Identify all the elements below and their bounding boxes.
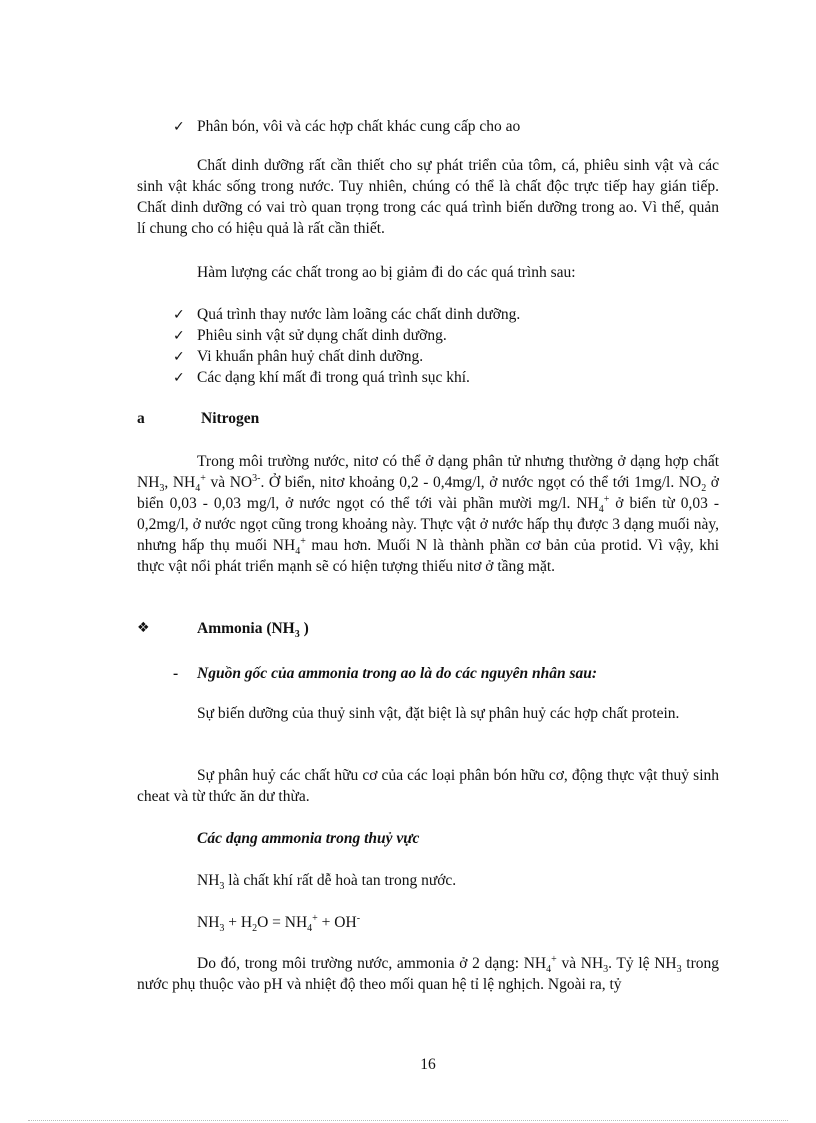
process-item bbox=[173, 346, 423, 368]
decrease-intro: Hàm lượng các chất trong ao bị giảm đi do các quá trình sau: bbox=[197, 264, 576, 281]
origin-paragraph-1: Sự biến dưỡng của thuỷ sinh vật, đặt biệt là sự phân huỷ các hợp chất protein. bbox=[197, 705, 680, 722]
forms-heading: Các dạng ammonia trong thuỷ vực bbox=[197, 830, 420, 847]
page-number: 16 bbox=[420, 1056, 436, 1073]
nitrogen-paragraph: Trong môi trường nước, nitơ có thể ở dạng phân tử nhưng thường ở dạng hợp chất $NH_3$, $NH_4^+$ và $NO^{3-}$. Ở biển, nitơ khoảng 0,2 - 0,4mg/l, ở nước ngọt có thể tới 1mg/l. $NO_2$ ở biển 0,03 - 0,03 mg/l, ở nước ngọt có thể tới vài phần mười mg/l. $NH_4^+$ ở biển từ 0,03 - 0,2mg/l, ở nước ngọt cũng trong khoảng này. Thực vật ở nước hấp thụ được 3 dạng muối này, nhưng hấp thụ muối $NH_4^+$ mau hơn. Muối N là thành phần cơ bản của protid. Vì vậy, khi thực vật nổi phát triển mạnh sẽ có hiện tượng thiếu nitơ ở tầng mặt. bbox=[137, 453, 720, 575]
process-item bbox=[173, 367, 470, 389]
intro-check-item bbox=[173, 116, 520, 138]
origin-heading: Nguồn gốc của ammonia trong ao là do các nguyên nhân sau: bbox=[197, 665, 598, 682]
process-text: Các dạng khí mất đi trong quá trình sục khí. bbox=[197, 369, 470, 386]
process-item bbox=[173, 304, 520, 326]
checkmark-icon: ✓ bbox=[173, 370, 185, 386]
section-title: Nitrogen bbox=[201, 410, 260, 427]
process-text: Phiêu sinh vật sử dụng chất dinh dưỡng. bbox=[197, 327, 447, 344]
checkmark-icon: ✓ bbox=[173, 328, 185, 344]
nh3-statement: $NH_3$ là chất khí rất dễ hoà tan trong nước. bbox=[197, 872, 457, 893]
section-marker: a bbox=[137, 410, 145, 427]
process-text: Vi khuẩn phân huỷ chất dinh dưỡng. bbox=[197, 348, 424, 365]
checkmark-icon: ✓ bbox=[173, 119, 185, 135]
ammonia-forms-paragraph: Do đó, trong môi trường nước, ammonia ở 2 dạng: $NH_4^+$ và $NH_3$. Tỷ lệ $NH_3$ trong nước phụ thuộc vào pH và nhiệt độ theo mối quan hệ tỉ lệ nghịch. Ngoài ra, tỷ bbox=[137, 953, 720, 993]
ammonia-equation: $NH_3 + H_2O = NH_4^+ + OH^-$ bbox=[197, 912, 361, 935]
process-text: Quá trình thay nước làm loãng các chất dinh dưỡng. bbox=[197, 306, 521, 323]
nutrient-paragraph: Chất dinh dưỡng rất cần thiết cho sự phát triển của tôm, cá, phiêu sinh vật và các sinh vật khác sống trong nước. Tuy nhiên, chúng có thể là chất độc trực tiếp hay gián tiếp. Chất dinh dưỡng có vai trò quan trọng trong các quá trình biến dưỡng trong ao. Vì thế, quản lí chung cho có hiệu quả là rất cần thiết. bbox=[137, 157, 719, 237]
checkmark-icon: ✓ bbox=[173, 307, 185, 323]
checkmark-icon: ✓ bbox=[173, 349, 185, 365]
origin-paragraph-2: Sự phân huỷ các chất hữu cơ của các loại phân bón hữu cơ, động thực vật thuỷ sinh cheat và từ thức ăn dư thừa. bbox=[137, 767, 719, 805]
ammonia-heading: Ammonia ($NH_3$ ) bbox=[197, 620, 309, 641]
diamond-bullet-icon: ❖ bbox=[137, 620, 150, 636]
origin-dash: - bbox=[173, 665, 179, 682]
process-item bbox=[173, 325, 447, 347]
intro-check-text: Phân bón, vôi và các hợp chất khác cung cấp cho ao bbox=[197, 118, 521, 135]
page-bottom-divider bbox=[28, 1120, 788, 1121]
